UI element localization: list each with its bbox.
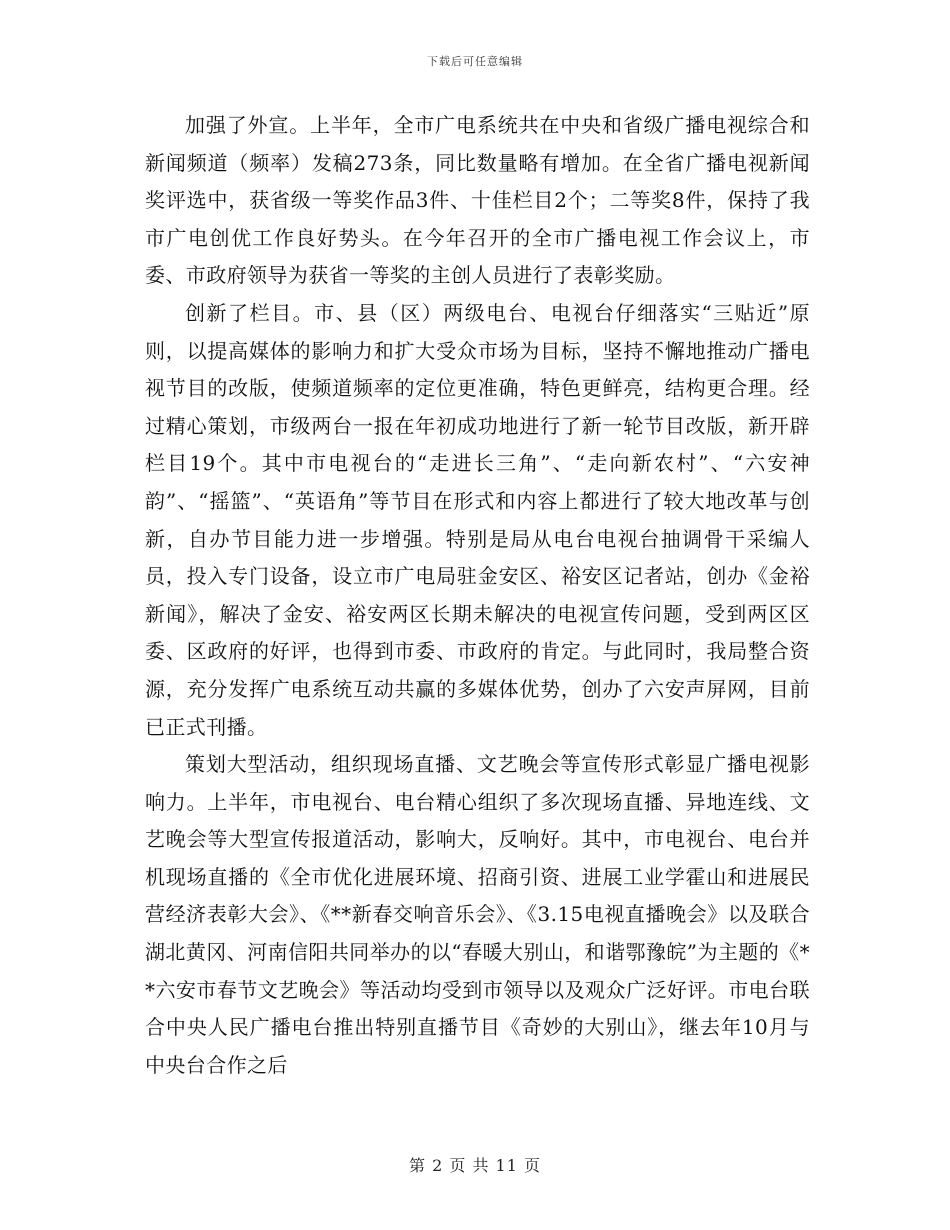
page-header-note: 下载后可任意编辑 [427,55,523,68]
paragraph-large-events: 策划大型活动，组织现场直播、文艺晚会等宣传形式彰显广播电视影响力。上半年，市电视台、电台精心组织了多次现场直播、异地连线、文艺晚会等大型宣传报道活动，影响大，反响好。其中，市电视台、电台并机现场直播的《全市优化进展环境、招商引资、进展工业学霍山和进展民营经济表彰大会》、《**新春交响音乐会》、《3.15电视直播晚会》以及联合湖北黄冈、河南信阳共同举办的以“春暖大别山，和谐鄂豫皖”为主题的《**六安市春节文艺晚会》等活动均受到市领导以及观众广泛好评。市电台联合中央人民广播电台推出特别直播节目《奇妙的大别山》，继去年10月与中央台合作之后 [145,752,810,1077]
paragraph-program-innovation: 创新了栏目。市、县（区）两级电台、电视台仔细落实“三贴近”原则，以提高媒体的影响力和扩大受众市场为目标，坚持不懈地推动广播电视节目的改版，使频道频率的定位更准确，特色更鲜亮，结构更合理。经过精心策划，市级两台一报在年初成功地进行了新一轮节目改版，新开辟栏目19个。其中市电视台的“走进长三角”、“走向新农村”、“六安神韵”、“摇篮”、“英语角”等节目在形式和内容上都进行了较大地改革与创新，自办节目能力进一步增强。特别是局从电台电视台抽调骨干采编人员，投入专门设备，设立市广电局驻金安区、裕安区记者站，创办《金裕新闻》，解决了金安、裕安两区长期未解决的电视宣传问题，受到两区区委、区政府的好评，也得到市委、市政府的肯定。与此同时，我局整合资源，充分发挥广电系统互动共赢的多媒体优势，创办了六安声屏网，目前已正式刊播。 [145,300,810,739]
page-number-footer: 第 2 页 共 11 页 [409,1156,541,1175]
document-body [145,107,810,1084]
paragraph-external-publicity: 加强了外宣。上半年，全市广电系统共在中央和省级广播电视综合和新闻频道（频率）发稿273条，同比数量略有增加。在全省广播电视新闻奖评选中，获省级一等奖作品3件、十佳栏目2个；二等奖8件，保持了我市广电创优工作良好势头。在今年召开的全市广播电视工作会议上，市委、市政府领导为获省一等奖的主创人员进行了表彰奖励。 [145,113,810,288]
